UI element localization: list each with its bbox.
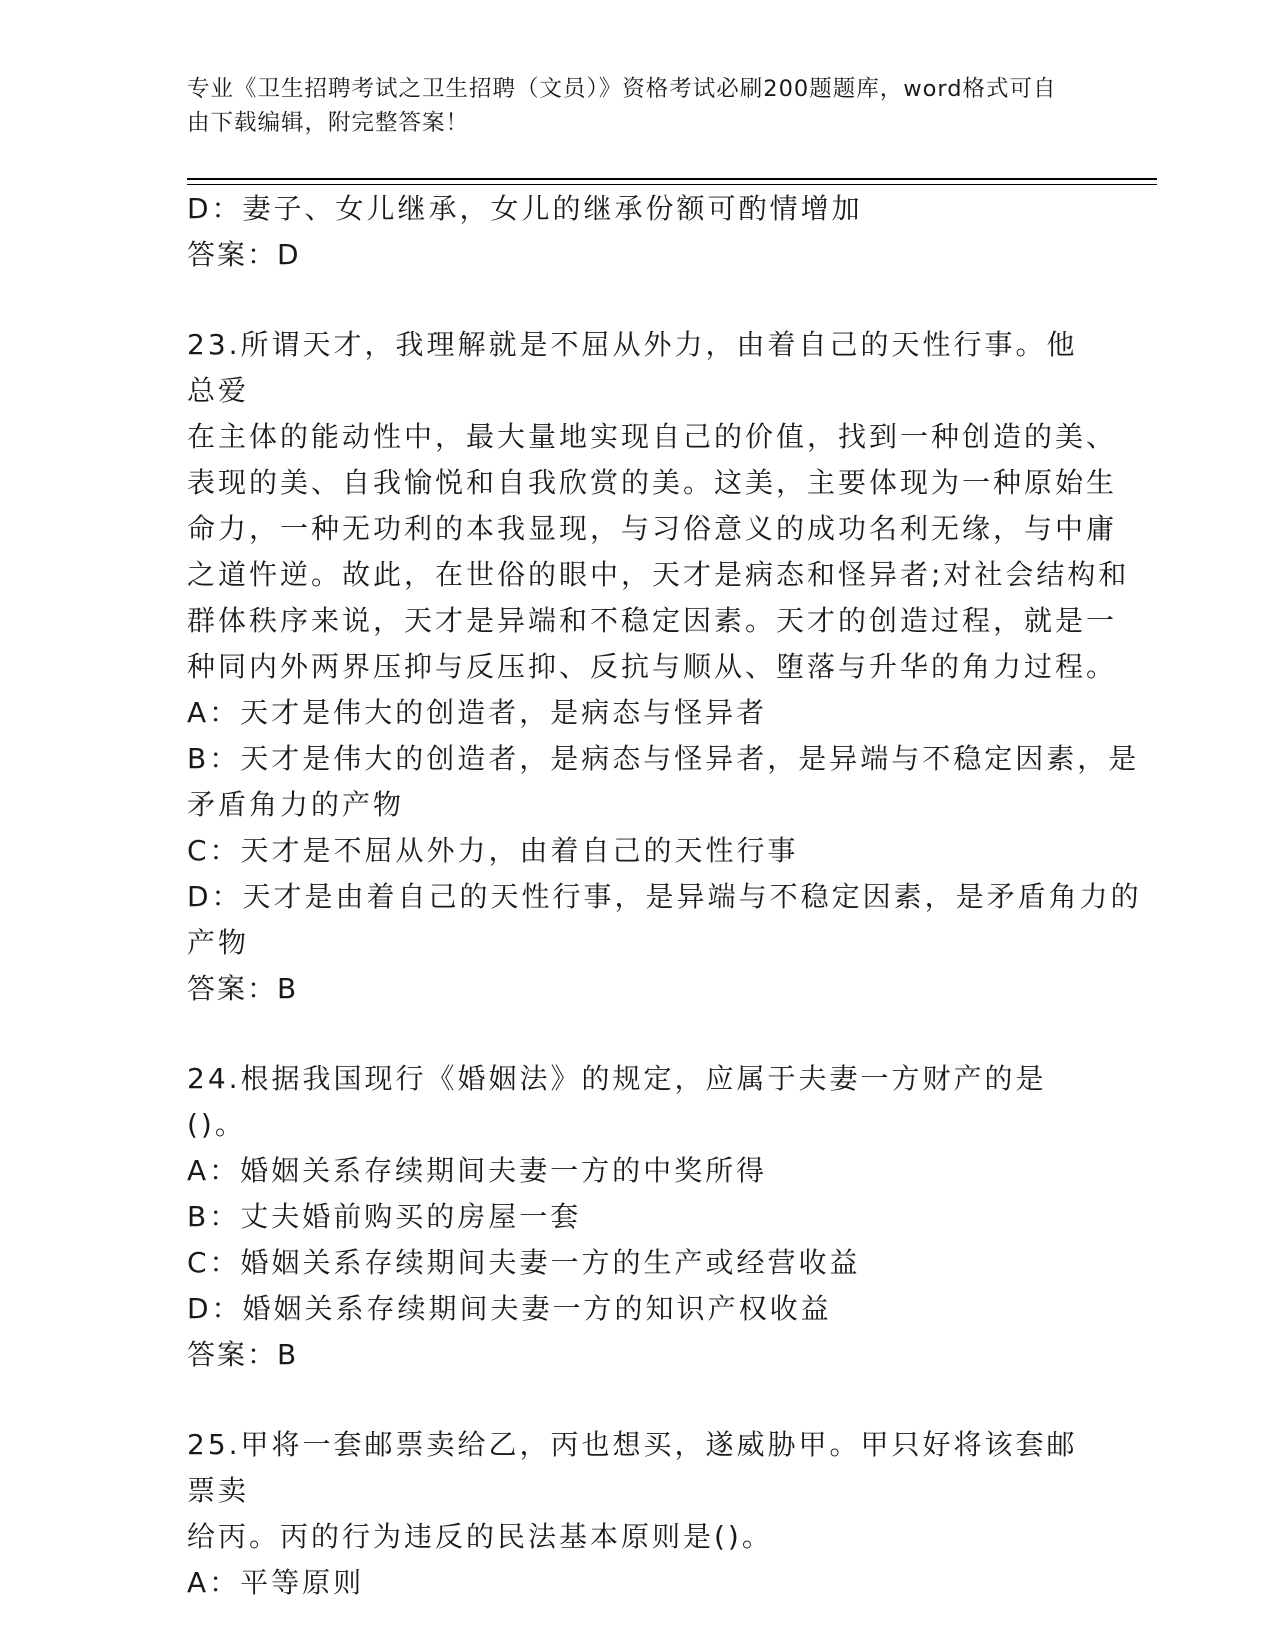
option-d: D：婚姻关系存续期间夫妻一方的知识产权收益 xyxy=(187,1292,832,1325)
question-23 xyxy=(187,322,1142,1012)
answer: 答案：D xyxy=(187,238,301,271)
header-divider-thin xyxy=(187,184,1157,185)
option-a: A：天才是伟大的创造者，是病态与怪异者 xyxy=(187,696,768,729)
question-stem-line: 种同内外两界压抑与反压抑、反抗与顺从、堕落与升华的角力过程。 xyxy=(187,650,1118,683)
document-header: 专业《卫生招聘考试之卫生招聘（文员）》资格考试必刷200题题库，word格式可自由下载编辑，附完整答案！ xyxy=(187,76,1057,136)
question-stem-line: 之道忤逆。故此，在世俗的眼中，天才是病态和怪异者;对社会结构和 xyxy=(187,558,1130,591)
option-b: B：丈夫婚前购买的房屋一套 xyxy=(187,1200,582,1233)
question-25 xyxy=(187,1422,1087,1606)
answer: 答案：B xyxy=(187,1338,299,1371)
question-stem-line: 命力，一种无功利的本我显现，与习俗意义的成功名利无缘，与中庸 xyxy=(187,512,1118,545)
question-stem-line: 25.甲将一套邮票卖给乙，丙也想买，遂威胁甲。甲只好将该套邮票卖 xyxy=(187,1428,1078,1507)
question-stem-line: 在主体的能动性中，最大量地实现自己的价值，找到一种创造的美、 xyxy=(187,420,1118,453)
option-d-continued: 产物 xyxy=(187,926,250,959)
question-stem-line: 给丙。丙的行为违反的民法基本原则是()。 xyxy=(187,1520,773,1553)
header-divider-thick xyxy=(187,178,1157,180)
option-a: A：婚姻关系存续期间夫妻一方的中奖所得 xyxy=(187,1154,768,1187)
question-stem-line: 23.所谓天才，我理解就是不屈从外力，由着自己的天性行事。他总爱 xyxy=(187,328,1078,407)
option-d: D：妻子、女儿继承，女儿的继承份额可酌情增加 xyxy=(187,192,863,225)
question-stem-line: 群体秩序来说，天才是异端和不稳定因素。天才的创造过程，就是一 xyxy=(187,604,1118,637)
option-c: C：天才是不屈从外力，由着自己的天性行事 xyxy=(187,834,799,867)
option-b: B：天才是伟大的创造者，是病态与怪异者，是异端与不稳定因素，是 xyxy=(187,742,1140,775)
question-stem-line: 表现的美、自我愉悦和自我欣赏的美。这美，主要体现为一种原始生 xyxy=(187,466,1118,499)
answer: 答案：B xyxy=(187,972,299,1005)
document-body xyxy=(187,186,1142,1606)
question-24 xyxy=(187,1056,1087,1378)
option-b-continued: 矛盾角力的产物 xyxy=(187,788,405,821)
question-stem-line: 24.根据我国现行《婚姻法》的规定，应属于夫妻一方财产的是()。 xyxy=(187,1062,1047,1141)
option-c: C：婚姻关系存续期间夫妻一方的生产或经营收益 xyxy=(187,1246,861,1279)
option-d: D：天才是由着自己的天性行事，是异端与不稳定因素，是矛盾角力的 xyxy=(187,880,1142,913)
previous-question-tail xyxy=(187,186,1087,278)
option-a: A：平等原则 xyxy=(187,1566,365,1599)
